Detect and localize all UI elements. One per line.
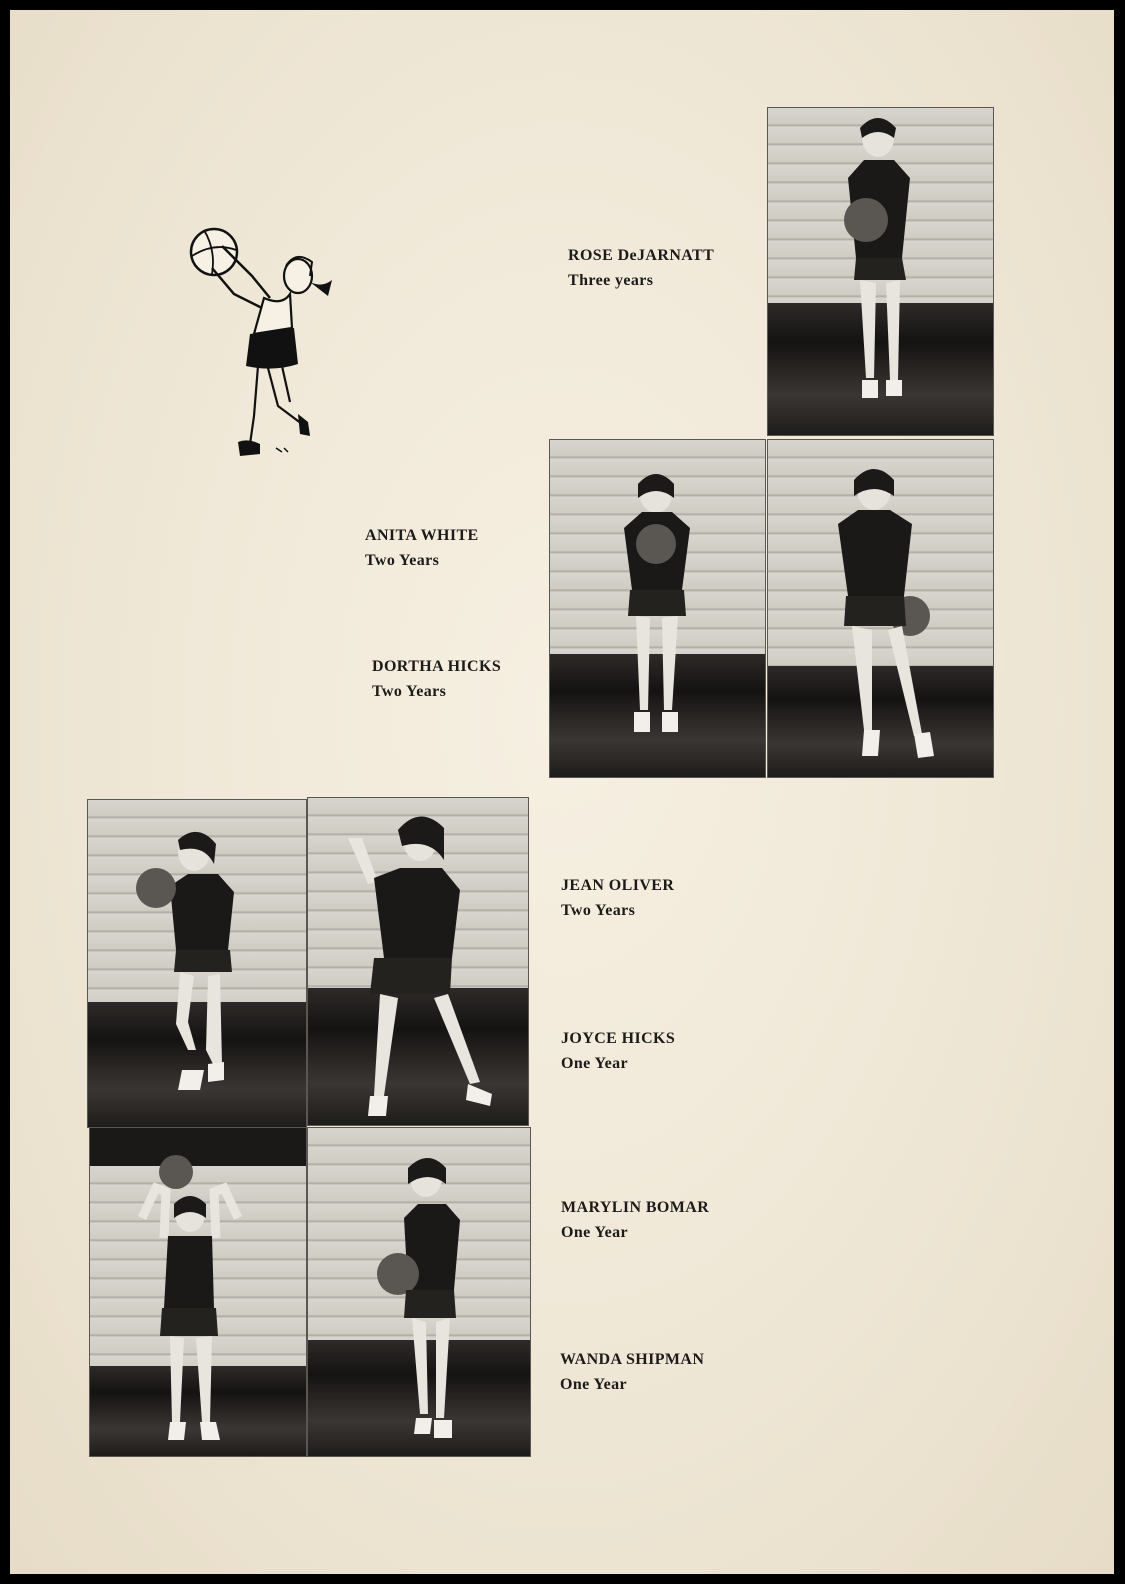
player-caption-anita-white bbox=[365, 523, 479, 573]
player-years: One Year bbox=[561, 1224, 629, 1241]
player-years: Two Years bbox=[561, 902, 636, 919]
player-photo-joyce-hicks bbox=[308, 798, 528, 1125]
player-name: ANITA WHITE bbox=[365, 527, 479, 544]
player-caption-jean-oliver bbox=[561, 873, 674, 923]
player-photo-rose-dejarnatt bbox=[768, 108, 993, 435]
player-photo-marylin-bomar bbox=[90, 1128, 306, 1456]
player-photo-anita-white bbox=[550, 440, 765, 777]
player-name: WANDA SHIPMAN bbox=[560, 1351, 705, 1368]
player-caption-rose-dejarnatt bbox=[568, 243, 714, 293]
player-years: Three years bbox=[568, 272, 654, 289]
player-caption-dortha-hicks bbox=[372, 654, 501, 704]
player-photo-wanda-shipman bbox=[308, 1128, 530, 1456]
player-name: DORTHA HICKS bbox=[372, 658, 502, 675]
basketball-girl-illustration bbox=[182, 216, 352, 466]
player-years: Two Years bbox=[372, 683, 447, 700]
player-name: JOYCE HICKS bbox=[561, 1030, 676, 1047]
player-years: One Year bbox=[561, 1055, 629, 1072]
player-caption-marylin-bomar bbox=[561, 1195, 709, 1245]
player-photo-dortha-hicks bbox=[768, 440, 993, 777]
yearbook-page bbox=[10, 10, 1114, 1574]
player-name: JEAN OLIVER bbox=[561, 877, 675, 894]
player-years: Two Years bbox=[365, 552, 440, 569]
player-name: MARYLIN BOMAR bbox=[561, 1199, 710, 1216]
player-caption-joyce-hicks bbox=[561, 1026, 675, 1076]
player-caption-wanda-shipman bbox=[560, 1347, 704, 1397]
player-photo-jean-oliver bbox=[88, 800, 306, 1127]
player-name: ROSE DeJARNATT bbox=[568, 247, 715, 264]
player-years: One Year bbox=[560, 1376, 628, 1393]
